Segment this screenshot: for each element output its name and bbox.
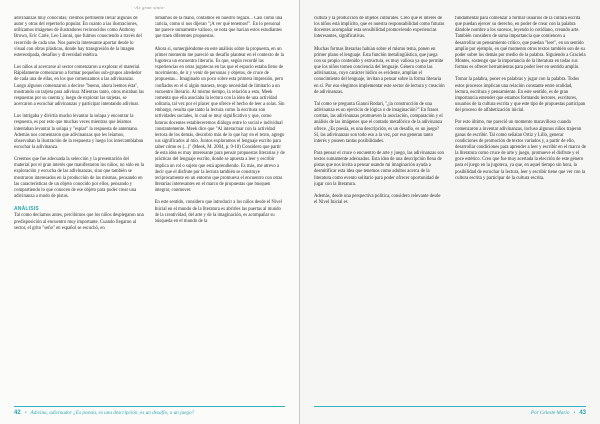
page-number-left: 42 bbox=[14, 410, 21, 416]
paragraph: cultura y la producción de objetos culturales. Creo que el interés de los niños está implícito, que es nuestra responsabilidad como futuras docentes acompañar esta sensibilidad promoviendo experiencias interesantes, significativas. bbox=[314, 16, 445, 40]
paragraph: Creemos que fue adecuada la selección y la presentación del material por el gran interés que manifestaron los niños, no sólo en la exploración y escucha de las adivinanzas, sino que también se mostraron interesados en la producción de las mismas, pensando en las características de un objeto conocido por ellos, pensando y compartiendo lo que conocen de ese objeto para poder crear una adivinanza a modo de pistas. bbox=[14, 157, 144, 200]
bullet-separator: • bbox=[24, 410, 27, 416]
right-page-columns bbox=[314, 16, 586, 402]
paragraph: Muchas formas literarias habían sobre el mismo tema, ponen en primer plano el lenguaje. Esta función metalingüística, que juega con su propio contenido y estructura, es muy valiosa ya que permite que los niños tomen conciencia del lenguaje. Género como las adivinanzas, cuyo carácter lúdico es evidente, amplían el conocimiento del lenguaje, invitan a pensar sobre la forma literaria en sí. Por eso elegimos implementar este sector de lectura y creación de adivinanzas. bbox=[314, 46, 445, 95]
paragraph: Tal como decíamos antes, percibimos que los niños desplegaron una predisposición al encuentro muy importante. Cuando llegaron al sector, el grito "seño" en español se escuchó, en bbox=[14, 213, 144, 231]
right-column-2 bbox=[455, 16, 586, 402]
paragraph: Ahora si, sumergiéndome en este análisis sobre la propuesta, en un primer momento me pareció un desafío plantear en el contexto de la Jugoteca un encuentro literario. Es que, según recordé las experiencias en otras jugotecas en las que el espacio estaba lleno de movimiento, de ir y venir de personas y objetos, de cruce de propuestas... Imaginado un poco sobre esta primera impresión, pero confiados en el sí algún manera, tengo necesidad de limitarlo a un encuentro literario. Al mismo tiempo, la relación a esto, Meek comenta que ella asociaba la lectura con la idea de una actividad solitaria, tal vez por el placer que ofrece el hecho de leer a solas. Sin embargo, resulta que tanto la lectura como la escritura son actividades sociales, lo cual se muy significativo y que, como futuras docentes estableceremos diálogo entre lo social e individual constantemente. Meek dice que "Al interactuar con la actividad lectora de los demás, descubro más de lo que hay en el texto, agrego sus significados al mío. Juntos exploramos el lenguaje escrito para saber cómo es (...)" (Meek, M. 2004, p. 9-10) Considero que partir de esta idea es muy interesante para pensar propuestas literarias y de prácticas del lenguaje escrito, donde se apuesta a leer y escribir implica un rol o sujeto que está aprendiendo. Es más, me atrevo a decir que el disfrute por la lectura también se construye recíprocamente en un entorno que promueva el encuentro con otras literarias interesantes en el marco de propuestas que busquen integrar, conmover. bbox=[154, 46, 285, 194]
paragraph: Para pensar el cruce o encuentro de arte y juego, las adivinanzas son textos sumamente adecuados. Esta idea de una descripción llena de pistas que nos invita a pensar usando mi imaginación ayuda a desmitificar esta idea que tenemos como adultos acerca de la literatura como evento solitario para poder ofrecer oportunidad de jugar con la literatura. bbox=[314, 150, 444, 187]
paragraph: Los niños al acercarse al sector comenzaron a explorar el material. Rápidamente comenzaron a formar pequeños sub-grupos alrededor de cada una de ellas, en los que comenzamos a las adivinanzas. Luego algunos comenzaron a decirse "bueno, ahora leemos ésta", mostrando un tarjeta para adivinar. Mientras tanto, otros miraban las respuestas por su cuenta y, luego de explorar las tarjetas, se acercaron a escuchar adivinanzas y participar intentando adivinar. bbox=[14, 65, 144, 108]
right-footer bbox=[314, 406, 586, 416]
paragraph: Además, desde una perspectiva política, considero relevante desde el Nivel Inicial es bbox=[314, 193, 441, 206]
paragraph: Los intrigaba y divirtía mucho levantar la solapa y encontrar la respuesta, es por esto que muchas veces mientras que leíamos intentaban levantar la solapa y "espiar" la respuesta de antemano. Además nos comentaron que adivinanzas que les leíamos, observaban la ilustración de la respuesta y luego los intercambiaban escuchar la adivinanza. bbox=[14, 114, 144, 150]
paragraph: tomamos de la mano, contamos en nuestro regazo... Casi como una caricia, como si nos dijeran "¡A ver qué tenemos!". En lo personal me parece sumamente valioso, se nota que hacían estos estudiantes que traen diferentes propuestas. bbox=[154, 16, 283, 40]
paragraph: adivinanzas muy conocidas; creímos pertinente llevar algunos de autor y otras del repertorio popular. En cuanto a las ilustraciones, utilizamos imágenes de ilustradores reconocidos como Anthony Brown, Eric Carle, Leo Lionni, que fuimos conociendo a través del recorrido de cada uno. Nos parecía interesante aportar desde lo visual con obras plásticas, donde hay transgresión de la imagen estereotipada, desafíos y diversidad estética. bbox=[14, 16, 142, 58]
footer-title: Adivina, adivinador ¿Es poesía, es una descripción, es un desafío, o un juego? bbox=[30, 410, 195, 416]
bullet-separator: • bbox=[573, 410, 576, 416]
left-page-columns bbox=[14, 16, 285, 402]
page-number-right: 43 bbox=[579, 410, 586, 416]
left-column-2 bbox=[155, 16, 286, 402]
paragraph: Tal como se pregunta Gianni Rodari, "¿la construcción de una adivinanza es un ejercicio de lógica o de imaginación?" En frases cortitas, las adivinanzas promueven la asociación, comparación y el análisis de las imágenes que el contado metafórico de la adivinanza ofrece. ¿Es poesía, es una descripción, es un desafío, es un juego? Sí, las adivinanzas son todo eso a la vez, por eso generan tanto interés y poseen tantas posibilidades. bbox=[314, 101, 443, 144]
paragraph: Por esto último, me pareció un momento maravilloso cuando comenzaron a inventar adivinanzas, incluso algunos niños trajeron ganas de escribir. Tal como señalan Ortiz y Lillo, generar condiciones de promoción de textos variados y, a partir de ello, desarrollar condiciones para aprender a leer y escribir en el marco de la literatura como cruce de arte y juego, promueve el disfrute y el goce estético. Creo que fue muy acertada la elección de este género para el juego en la jugoteca, ya que, en aquel tiempo sin hora, la posibilidad de escuchar la lectura, leer y escribir tiene que ver con la cultura escrita y participar de la cultura escrita. bbox=[455, 120, 586, 181]
left-column-1 bbox=[14, 16, 145, 402]
right-column-1 bbox=[314, 16, 445, 402]
running-head-left: -As gran sinto- bbox=[133, 5, 166, 10]
paragraph: fundamental para comenzar a formar usuarios de la cultura escrita que puedan ejercer su derecho, en poder de crear con la palabra dándole nombre a los sucesos, leyendo lo cotidiano, creando arte. También considero de suma importancia que comiencen a desarrollar un pensamiento crítico, que puedan "leer", en un sentido amplio por ejemplo, en qué momento otros textos también son de su poder sobre los demás por medio de la palabra. Siguiendo a Graciela Montes, sostengo que la importancia de la literatura en todas sus formas es ofrecer herramientas para poder leer en sentido amplio. bbox=[455, 16, 586, 71]
left-footer bbox=[14, 406, 285, 416]
paragraph: Tomar la palabra, poner en palabras y jugar con la palabra. Todos estos procesos implican una relación constante entre oralidad, lectura, escritura y pensamiento. En este sentido, es de gran importancia entender que estamos formando lectores, escritores, usuarios de la cultura escrita y que este tipo de propuestas participan del proceso de alfabetización inicial. bbox=[455, 77, 586, 114]
right-page bbox=[300, 0, 600, 424]
footer-author: Por Celeste Mario bbox=[530, 410, 570, 416]
paragraph: En este sentido, considero que introducir a los niños desde el Nivel Inicial en el mundo de la literatura es abrirles las puertas al mundo de la creatividad, del arte y de la imaginación, es acompañar su búsqueda en el mundo de la bbox=[154, 200, 282, 224]
section-heading-analisis: ANÁLISIS bbox=[14, 206, 39, 213]
